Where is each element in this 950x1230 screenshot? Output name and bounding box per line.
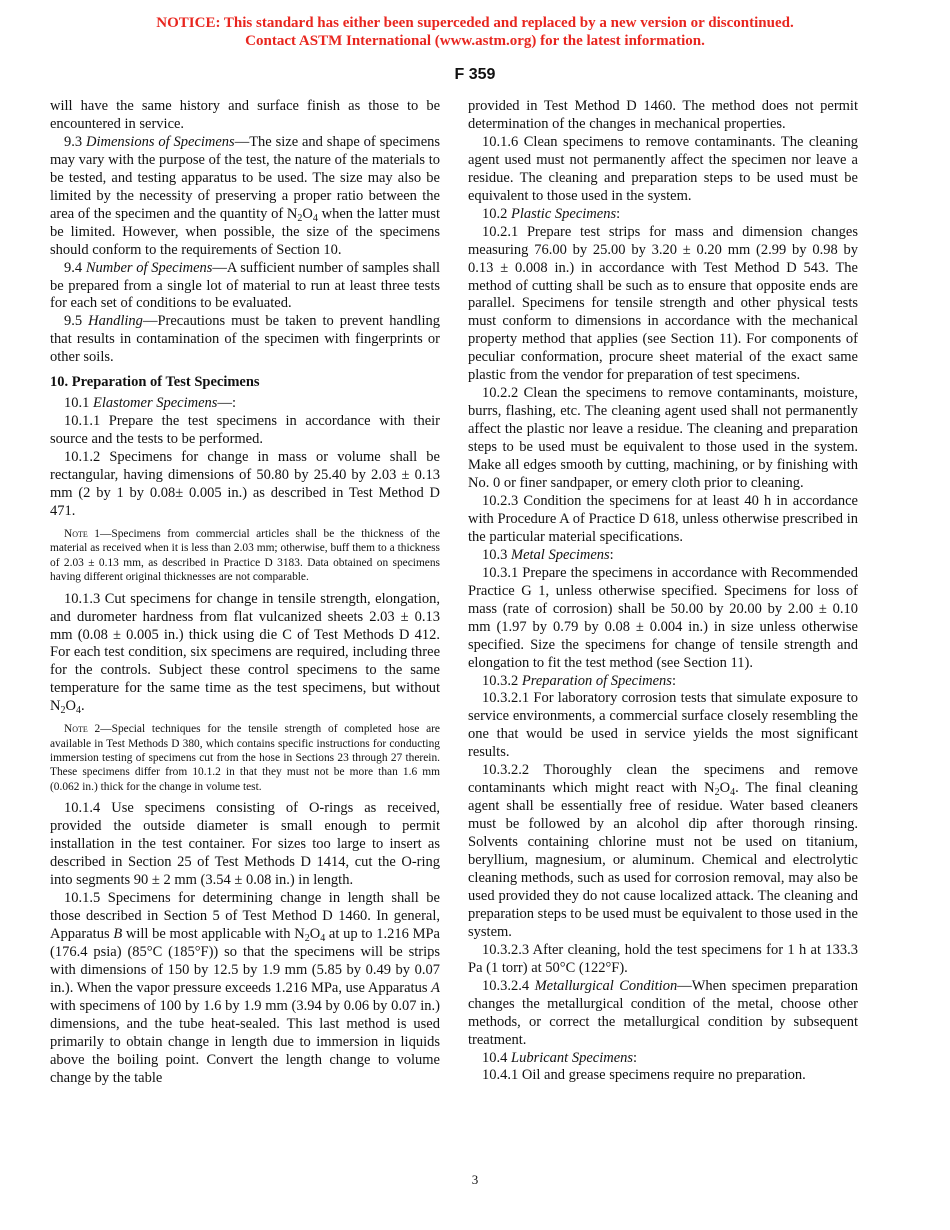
- section-heading-10: 10. Preparation of Test Specimens: [50, 374, 260, 391]
- notice-banner: [0, 14, 950, 50]
- paragraph-10-1: 10.1 Elastomer Specimens—:: [64, 395, 236, 412]
- paragraph-10-3-2-4: 10.3.2.4 Metallurgical Condition—When specimen preparation changes the metallurgical condition of the metal, choose other methods, or correct the metallurgical condition by subsequent treatment.: [468, 977, 858, 1048]
- notice-line-1: NOTICE: This standard has either been superceded and replaced by a new version or discontinued.: [156, 15, 794, 31]
- note-2: Note 2—Special techniques for the tensile strength of completed hose are available in Test Methods D 380, which contains specific instructions for conducting immersion testing of specimens cut from the hose in Sections 23 through 27 therein. These specimens differ from 10.1.2 in that they must not be more than 1.6 mm (0.062 in.) thick for the change in volume test.: [50, 723, 440, 793]
- section-title: Elastomer Specimens: [93, 395, 218, 412]
- paragraph-10-1-6: 10.1.6 Clean specimens to remove contaminants. The cleaning agent used must not permanently affect the specimen nor leave a residue. The cleaning and preparation steps to be used must be equivalent to those used in the system.: [468, 133, 858, 204]
- paragraph-9-3: 9.3 Dimensions of Specimens—The size and shape of specimens may vary with the purpose of the test, the nature of the materials to be tested, and testing apparatus to be used. The size may also be limited by the necessity of preserving a proper ratio between the area of the specimen and the quantity of $N_2O_4$ when the latter must be limited. However, when possible, the size of the specimens should conform to the requirements of Section 10.: [50, 133, 441, 258]
- paragraph-10-1-5: 10.1.5 Specimens for determining change in length shall be those described in Section 5 of Test Method D 1460. In general, Apparatus B will be most applicable with $N_2O_4$ at up to 1.216 MPa (176.4 psia) (85°C (185°F)) so that the specimens will be strips with dimensions of 150 by 12.5 by 1.9 mm (5.85 by 0.49 by 0.07 in.). When the vapor pressure exceeds 1.216 MPa, use Apparatus A with specimens of 100 by 1.6 by 1.9 mm (3.94 by 0.06 by 0.07 in.) dimensions, and the tube heat-sealed. This last method is used primarily to obtain change in length due to immersion in liquids above the boiling point. Convert the length change to volume change by the table: [50, 890, 440, 1086]
- paragraph-10-3-2-3: 10.3.2.3 After cleaning, hold the test specimens for 1 h at 133.3 Pa (1 torr) at 50°C (122°F).: [468, 941, 858, 976]
- paragraph-10-2-1: 10.2.1 Prepare test strips for mass and dimension changes measuring 76.00 by 25.00 by 3.20 ± 0.20 mm (2.99 by 0.98 by 0.13 ± 0.008 in.) in accordance with Test Method D 543. The method of cutting shall be such as to ensure that opposite ends are parallel. Specimens for tensile strength and other physical tests must conform to dimensions in accordance with the mechanical property method that applies (see Section 11). For components of peculiar conformation, procure sheet material of the exact same plastic from the vendor for preparation of test specimens.: [468, 223, 858, 384]
- paragraph-continuation: will have the same history and surface finish as those to be encountered in service.: [50, 98, 440, 132]
- note-1: Note 1—Specimens from commercial articles shall be the thickness of the material as received when it is less than 2.03 mm; otherwise, buff them to a thickness of 2.03 ± 0.13 mm, as described in Practice D 3183. Data obtained on specimens having different original thicknesses are not comparable.: [50, 527, 440, 584]
- document-designation: F 359: [454, 66, 496, 83]
- paragraph-10-4: 10.4 Lubricant Specimens:: [482, 1049, 638, 1066]
- section-title: Metal Specimens: [511, 546, 610, 563]
- paragraph-10-1-3: 10.1.3 Cut specimens for change in tensile strength, elongation, and durometer hardness from flat vulcanized sheets 2.03 ± 0.13 mm (0.08 ± 0.005 in.) thick using die C of Test Methods D 412. For each test condition, six specimens are required, including three for the controls. Subject these control specimens to the same temperature for the same time as the test specimens, but without $N_2O_4$.: [50, 590, 440, 717]
- paragraph-10-2-2: 10.2.2 Clean the specimens to remove contaminants, moisture, burrs, flashing, etc. The cleaning agent used shall not permanently affect the plastic nor leave a residue. The cleaning and preparation steps to be used must be equivalent to those used in the system. Make all edges smooth by cutting, machining, or by finishing with No. 0 or finer sandpaper, or emery cloth prior to cleaning.: [468, 385, 858, 492]
- paragraph-10-1-1: 10.1.1 Prepare the test specimens in accordance with their source and the tests to be performed.: [50, 413, 440, 448]
- page-number: 3: [471, 1172, 479, 1187]
- paragraph-10-3-2-2: 10.3.2.2 Thoroughly clean the specimens and remove contaminants which might react with $N_2O_4$. The final cleaning agent shall be essentially free of residue. Water based cleaners must be followed by an alcohol dip after thorough rinsing. Solvents containing chlorine must not be used on titanium, beryllium, magnesium, or aluminum. Chemical and electrolytic cleaning methods, such as used for corrosion removal, may also be used provided they do not cause localized attack. The cleaning and preparation steps to be used must be equivalent to those used in the system.: [468, 762, 858, 940]
- paragraph-10-4-1: 10.4.1 Oil and grease specimens require no preparation.: [482, 1067, 806, 1084]
- paragraph-10-3-1: 10.3.1 Prepare the specimens in accordance with Recommended Practice G 1, unless otherwise specified. Specimens for loss of mass (rate of corrosion) shall be 50.00 by 20.00 by 2.00 ± 0.10 mm (1.97 by 0.79 by 0.08 ± 0.004 in.) in size unless otherwise specified. Size the specimens for change of tensile strength and elongation to fit the test method (see Section 11).: [468, 564, 858, 671]
- paragraph-10-3: 10.3 Metal Specimens:: [482, 546, 614, 563]
- paragraph-9-5: 9.5 Handling—Precautions must be taken to prevent handling that results in contamination of the specimen with fingerprints or other soils.: [50, 313, 441, 366]
- section-title: Lubricant Specimens: [511, 1049, 634, 1066]
- paragraph-10-1-4: 10.1.4 Use specimens consisting of O-rings as received, provided the outside diameter is small enough to permit installation in the test container. For sizes too large to insert as described in Section 25 of Test Methods D 1414, cut the O-ring into segments 90 ± 2 mm (3.54 ± 0.08 in.) in length.: [50, 800, 440, 889]
- section-title: Metallurgical Condition: [534, 977, 678, 994]
- paragraph-10-3-2: 10.3.2 Preparation of Specimens:: [482, 672, 676, 689]
- paragraph-10-2-3: 10.2.3 Condition the specimens for at least 40 h in accordance with Procedure A of Practice D 618, unless otherwise prescribed in the particular material specifications.: [468, 492, 858, 545]
- section-title: Handling: [88, 313, 143, 330]
- right-column: [468, 98, 858, 1085]
- left-column: [50, 98, 440, 1088]
- paragraph-9-4: 9.4 Number of Specimens—A sufficient number of samples shall be prepared from a single lot of material to run at least three tests for each set of conditions to be evaluated.: [50, 259, 441, 312]
- paragraph-10-3-2-1: 10.3.2.1 For laboratory corrosion tests that simulate exposure to service environments, a commercial surface closely resembling the one that would be used in service yields the most significant results.: [468, 690, 858, 761]
- section-title: Dimensions of Specimens: [86, 133, 235, 150]
- section-title: Plastic Specimens: [511, 205, 617, 222]
- section-title: Number of Specimens: [85, 259, 213, 276]
- section-title: Preparation of Specimens: [521, 672, 672, 689]
- paragraph-continuation: provided in Test Method D 1460. The method does not permit determination of the changes in mechanical properties.: [468, 98, 858, 132]
- paragraph-10-1-2: 10.1.2 Specimens for change in mass or volume shall be rectangular, having dimensions of 50.80 by 25.40 by 2.03 ± 0.13 mm (2 by 1 by 0.08± 0.005 in.) as described in Test Method D 471.: [50, 449, 440, 520]
- notice-line-2: Contact ASTM International (www.astm.org) for the latest information.: [245, 33, 705, 49]
- paragraph-10-2: 10.2 Plastic Specimens:: [482, 205, 621, 222]
